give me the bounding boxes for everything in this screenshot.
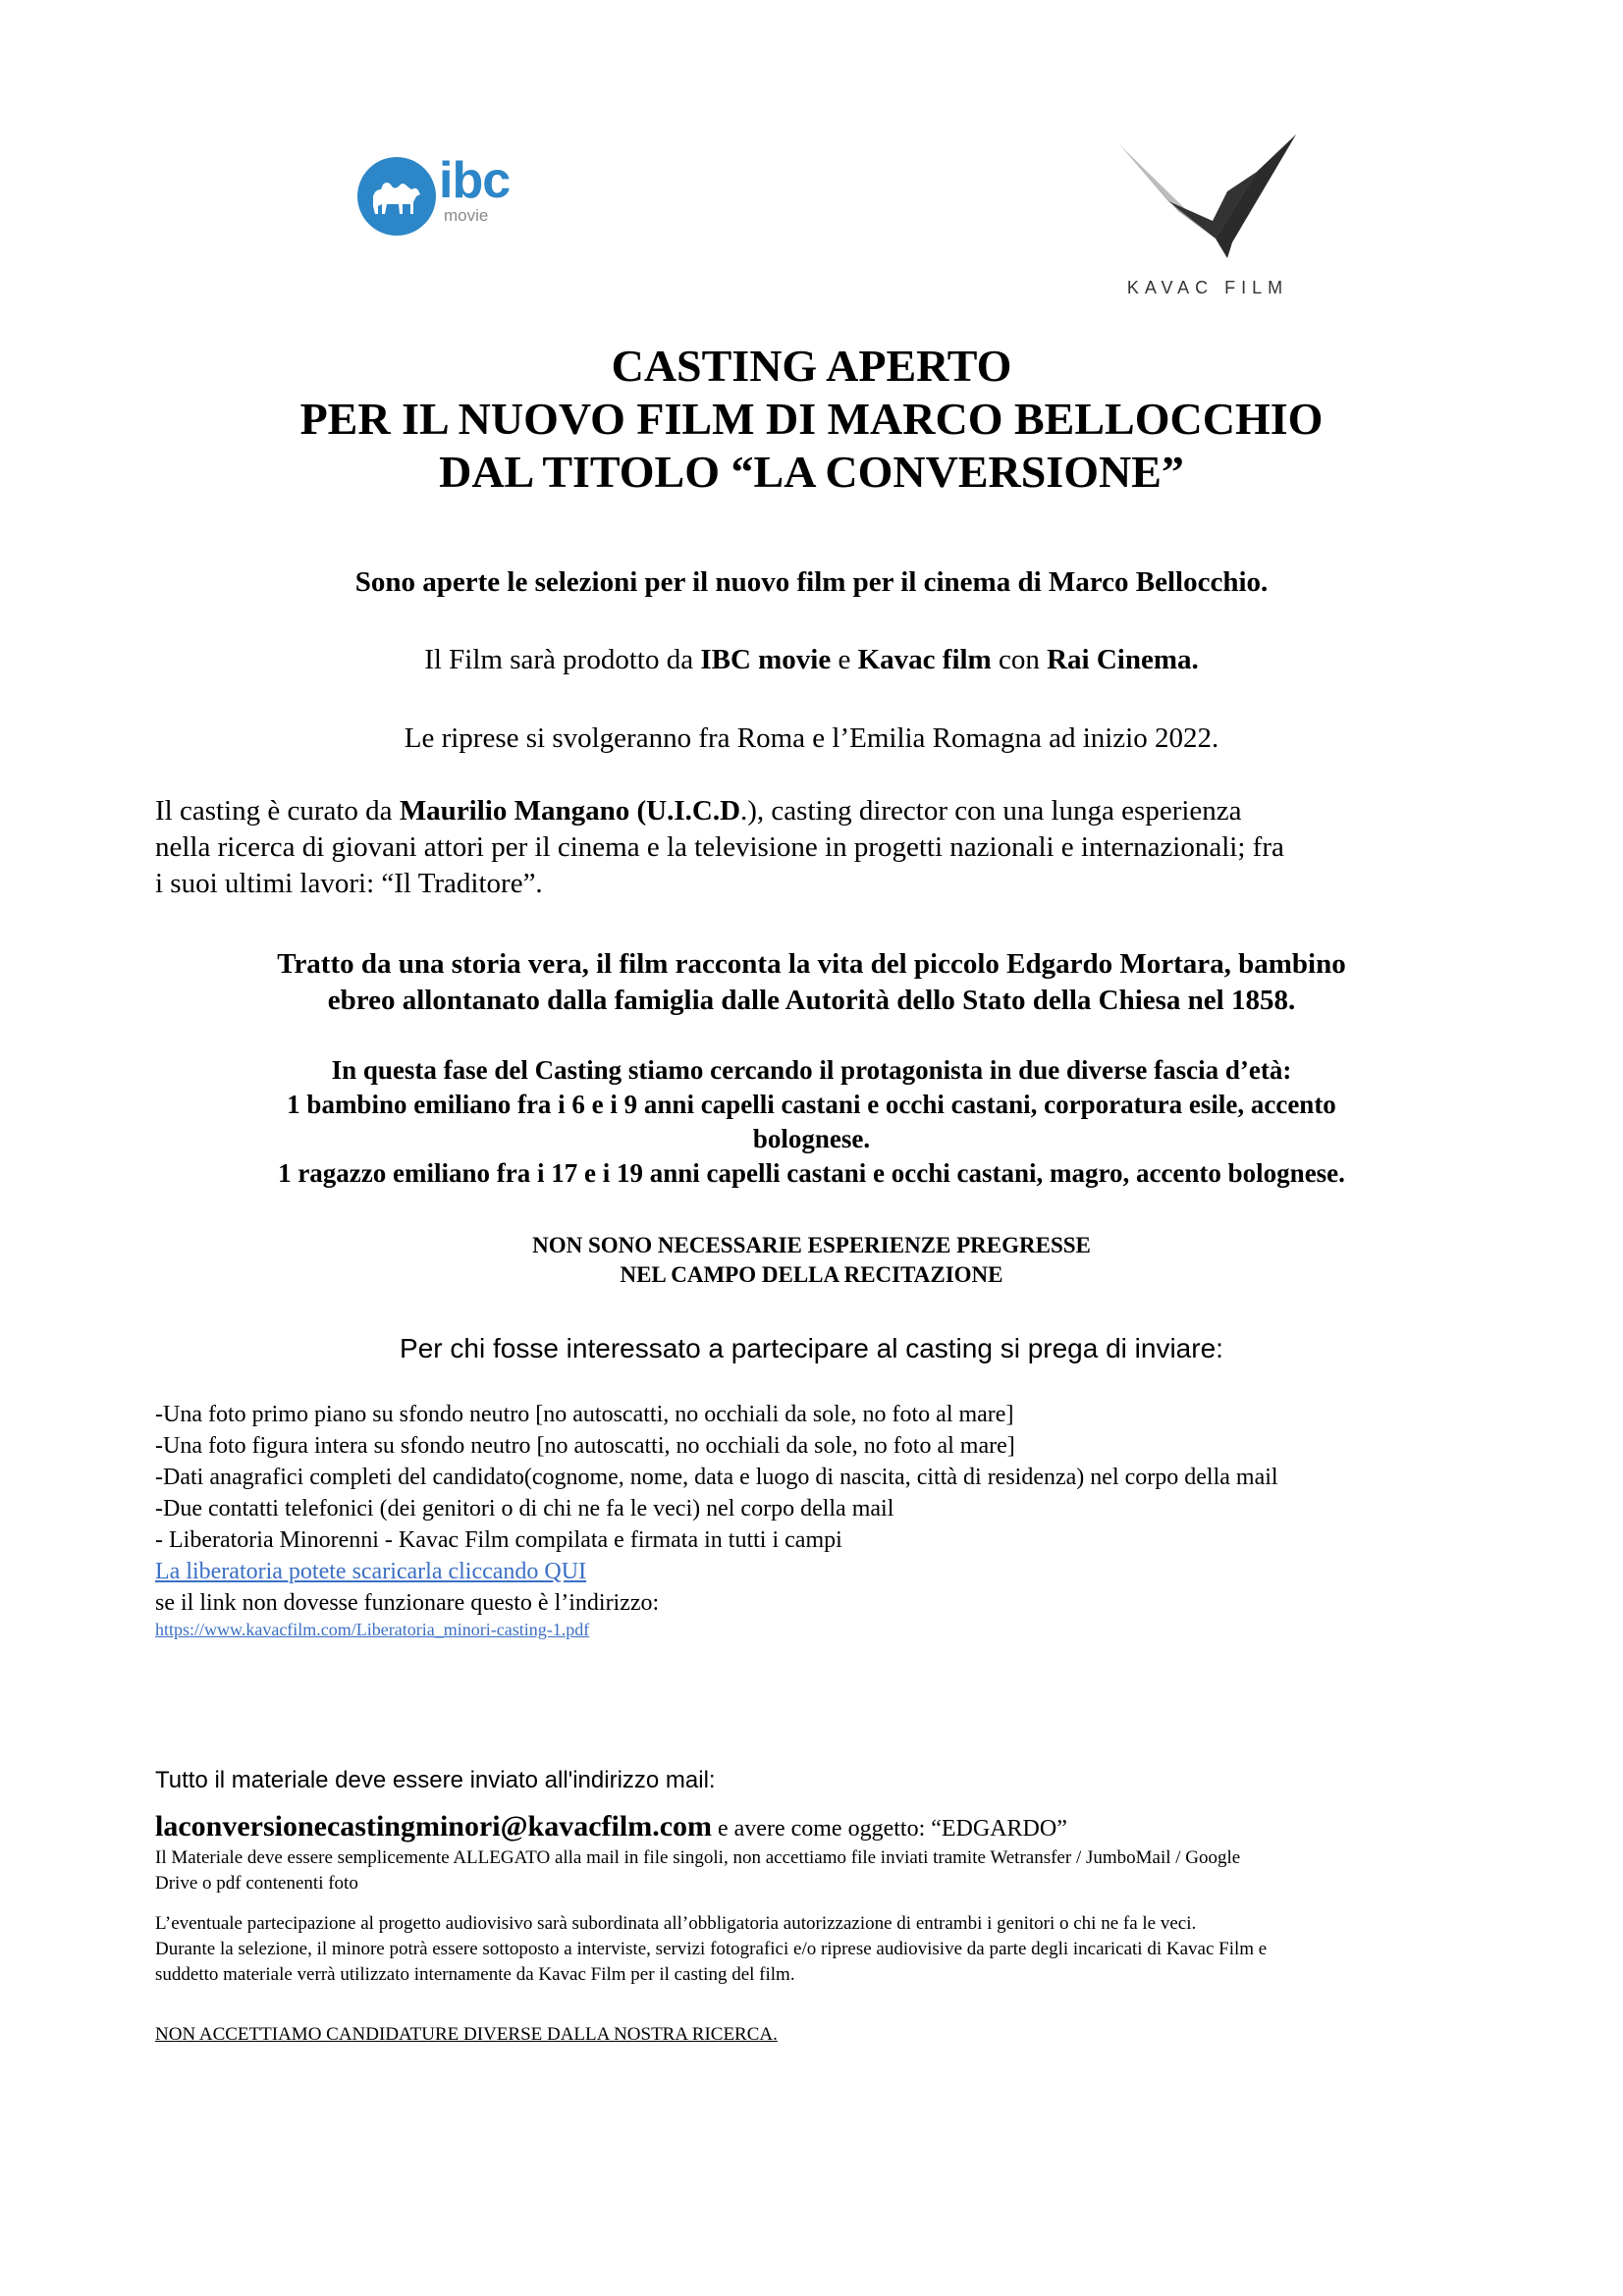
footer-note: NON ACCETTIAMO CANDIDATURE DIVERSE DALLA NOSTRA RICERCA. — [155, 2024, 778, 2045]
ibc-logo-subtext: movie — [444, 206, 489, 225]
casting-director-name: Maurilio Mangano (U.I.C.D — [399, 795, 741, 827]
title-line: DAL TITOLO “LA CONVERSIONE” — [439, 447, 1184, 497]
production-text: Il Film sarà prodotto da IBC movie e Kavac film con Rai Cinema. — [424, 644, 1199, 675]
liberatoria-url-link[interactable]: https://www.kavacfilm.com/Liberatoria_minori-casting-1.pdf — [155, 1620, 590, 1639]
camel-icon — [357, 157, 436, 236]
link-fallback-text: se il link non dovesse funzionare questo è l’indirizzo: — [155, 1590, 660, 1616]
kavac-logo-text: KAVAC FILM — [1126, 278, 1289, 297]
list-item: -Dati anagrafici completi del candidato(cognome, nome, data e luogo di nascita, città di residenza) nel corpo della mail — [155, 1465, 1278, 1490]
kavac-film-logo — [1109, 133, 1306, 304]
consent-note: L’eventuale partecipazione al progetto audiovisivo sarà subordinata all’obbligatoria autorizzazione di entrambi i genitori o chi ne fa le veci. Durante la selezione, il minore potrà essere sottoposto a interviste, servizi fotografici e/o riprese audiovisive da parte degli incaricati di Kavac Film e suddetto materiale verrà utilizzato internamente da Kavac Film per il casting del film. — [155, 1913, 1268, 1985]
email-address[interactable]: laconversionecastingminori@kavacfilm.com — [155, 1810, 712, 1842]
intro-text: Sono aperte le selezioni per il nuovo film per il cinema di Marco Bellocchio. — [354, 566, 1269, 598]
casting-director-paragraph: Il casting è curato da Maurilio Mangano (U.I.C.D.), casting director con una lunga esperienza nella ricerca di giovani attori per il cinema e la televisione in progetti nazionali e internazionali; fra i suoi ultimi lavori: “Il Traditore”. — [155, 795, 1284, 899]
rai-cinema-name: Rai Cinema. — [1047, 644, 1199, 675]
list-item: -Due contatti telefonici (dei genitori o di chi ne fa le veci) nel corpo della mail — [155, 1496, 894, 1522]
ibc-movie-logo — [357, 152, 514, 238]
list-item: -Una foto primo piano su sfondo neutro [no autoscatti, no occhiali da sole, no foto al mare] — [155, 1402, 1014, 1427]
search-paragraph: In questa fase del Casting stiamo cercando il protagonista in due diverse fascia d’età: 1 bambino emiliano fra i 6 e i 9 anni capelli castani e occhi castani, corporatura esile, accento bolognese. 1 ragazzo emiliano fra i 17 e i 19 anni capelli castani e occhi castani, magro, accento bolognese. — [278, 1055, 1345, 1188]
list-item: -Una foto figura intera su sfondo neutro [no autoscatti, no occhiali da sole, no foto al mare] — [155, 1433, 1015, 1459]
ibc-logo-text: ibc — [439, 152, 511, 209]
page-title — [0, 340, 1623, 499]
attachment-note: Il Materiale deve essere semplicemente ALLEGATO alla mail in file singoli, non accettiamo file inviati tramite Wetransfer / JumboMail / Google Drive o pdf contenenti foto — [155, 1847, 1241, 1894]
list-item: - Liberatoria Minorenni - Kavac Film compilata e firmata in tutti i campi — [155, 1527, 842, 1553]
requirements-list — [155, 1399, 1278, 1640]
kavac-chevron-icon — [1109, 133, 1306, 270]
story-paragraph: Tratto da una storia vera, il film racconta la vita del piccolo Edgardo Mortara, bambino ebreo allontanato dalla famiglia dalle Autorità dello Stato della Chiesa nel 1858. — [277, 948, 1346, 1016]
kavac-film-name: Kavac film — [857, 644, 992, 675]
subject-text: e avere come oggetto: “EDGARDO” — [712, 1816, 1067, 1842]
shooting-text: Le riprese si svolgeranno fra Roma e l’Emilia Romagna ad inizio 2022. — [404, 722, 1219, 754]
title-line: CASTING APERTO — [611, 341, 1012, 391]
no-experience-notice: NON SONO NECESSARIE ESPERIENZE PREGRESSE NEL CAMPO DELLA RECITAZIONE — [532, 1233, 1091, 1287]
email-line — [155, 1811, 1067, 1844]
ibc-movie-name: IBC movie — [700, 644, 832, 675]
title-line: PER IL NUOVO FILM DI MARCO BELLOCCHIO — [299, 394, 1324, 444]
liberatoria-link[interactable]: La liberatoria potete scaricarla cliccando QUI — [155, 1559, 587, 1584]
send-request-text: Per chi fosse interessato a partecipare al casting si prega di inviare: — [400, 1333, 1223, 1363]
send-to-text: Tutto il materiale deve essere inviato all'indirizzo mail: — [155, 1767, 716, 1793]
